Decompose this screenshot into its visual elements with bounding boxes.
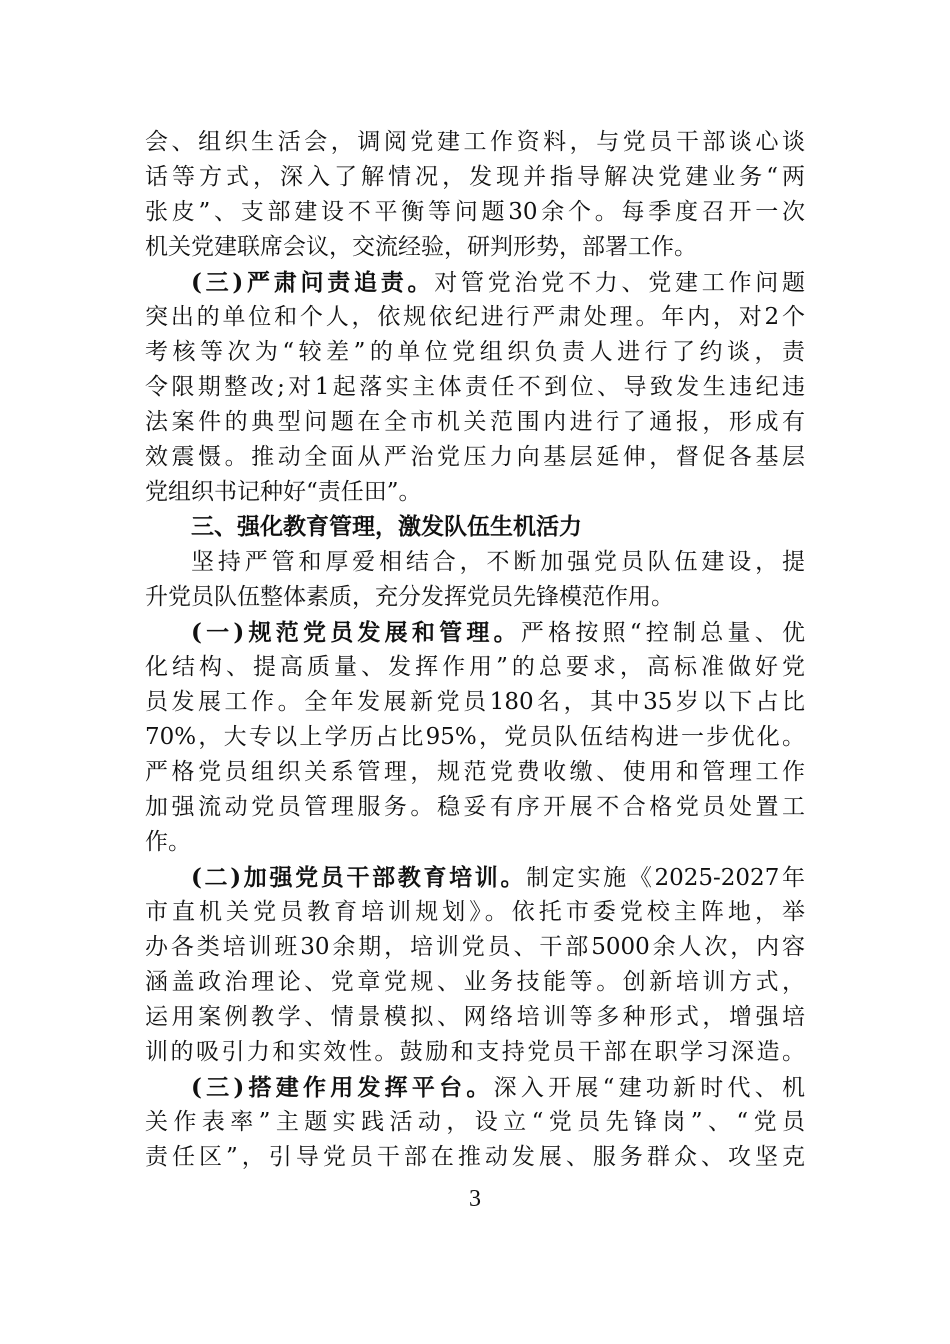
subsection-line: [145, 265, 805, 300]
text-line: 严格党员组织关系管理，规范党费收缴、使用和管理工作: [145, 759, 805, 785]
text-line: 涵盖政治理论、党章党规、业务技能等。创新培训方式，: [145, 969, 805, 995]
text-span: 对管党治党不力、党建工作问题: [434, 270, 806, 296]
text-line: 关作表率”主题实践活动，设立“党员先锋岗”、“党员: [145, 1109, 805, 1135]
text-line: 作。: [145, 829, 191, 855]
text-span: 制定实施《2025-2027年: [526, 865, 805, 891]
text-line: 突出的单位和个人，依规依纪进行严肃处理。年内，对2个: [145, 304, 805, 330]
text-line: 党组织书记种好“责任田”。: [145, 479, 422, 505]
text-line: 办各类培训班30余期，培训党员、干部5000余人次，内容: [145, 934, 805, 960]
subsection-line: [145, 860, 805, 895]
text-line: 机关党建联席会议，交流经验，研判形势，部署工作。: [145, 234, 697, 260]
text-line: 运用案例教学、情景模拟、网络培训等多种形式，增强培: [145, 1004, 805, 1030]
text-line: 法案件的典型问题在全市机关范围内进行了通报，形成有: [145, 409, 805, 435]
text-line: 考核等次为“较差”的单位党组织负责人进行了约谈，责: [145, 339, 805, 365]
text-line: 令限期整改;对1起落实主体责任不到位、导致发生违纪违: [145, 374, 805, 400]
text-line: 话等方式，深入了解情况，发现并指导解决党建业务“两: [145, 164, 805, 190]
subsection-line: [145, 1070, 805, 1105]
subsection-title: (二)加强党员干部教育培训。: [191, 864, 527, 891]
section-heading: 三、强化教育管理，激发队伍生机活力: [191, 514, 582, 540]
text-span: 深入开展“建功新时代、机: [493, 1075, 805, 1101]
page-number: 3: [469, 1186, 481, 1212]
text-line: 责任区”，引导党员干部在推动发展、服务群众、攻坚克: [145, 1144, 805, 1170]
text-line: 员发展工作。全年发展新党员180名，其中35岁以下占比: [145, 689, 805, 715]
text-line: 70%，大专以上学历占比95%，党员队伍结构进一步优化。: [145, 724, 805, 750]
text-line: 坚持严管和厚爱相结合，不断加强党员队伍建设，提: [191, 549, 805, 575]
text-line: 效震慑。推动全面从严治党压力向基层延伸，督促各基层: [145, 444, 805, 470]
text-line: 训的吸引力和实效性。鼓励和支持党员干部在职学习深造。: [145, 1039, 805, 1065]
text-span: 严格按照“控制总量、优: [520, 620, 805, 646]
text-line: 张皮”、支部建设不平衡等问题30余个。每季度召开一次: [145, 199, 805, 225]
document-body: [145, 125, 805, 1175]
text-line: 加强流动党员管理服务。稳妥有序开展不合格党员处置工: [145, 794, 805, 820]
subsection-title: (三)搭建作用发挥平台。: [191, 1074, 494, 1101]
text-line: 会、组织生活会，调阅党建工作资料，与党员干部谈心谈: [145, 129, 805, 155]
subsection-title: (一)规范党员发展和管理。: [191, 619, 521, 646]
text-line: 市直机关党员教育培训规划》。依托市委党校主阵地，举: [145, 899, 805, 925]
subsection-line: [145, 615, 805, 650]
text-line: 升党员队伍整体素质，充分发挥党员先锋模范作用。: [145, 584, 674, 610]
subsection-title: (三)严肃问责追责。: [191, 269, 435, 296]
text-line: 化结构、提高质量、发挥作用”的总要求，高标准做好党: [145, 654, 805, 680]
